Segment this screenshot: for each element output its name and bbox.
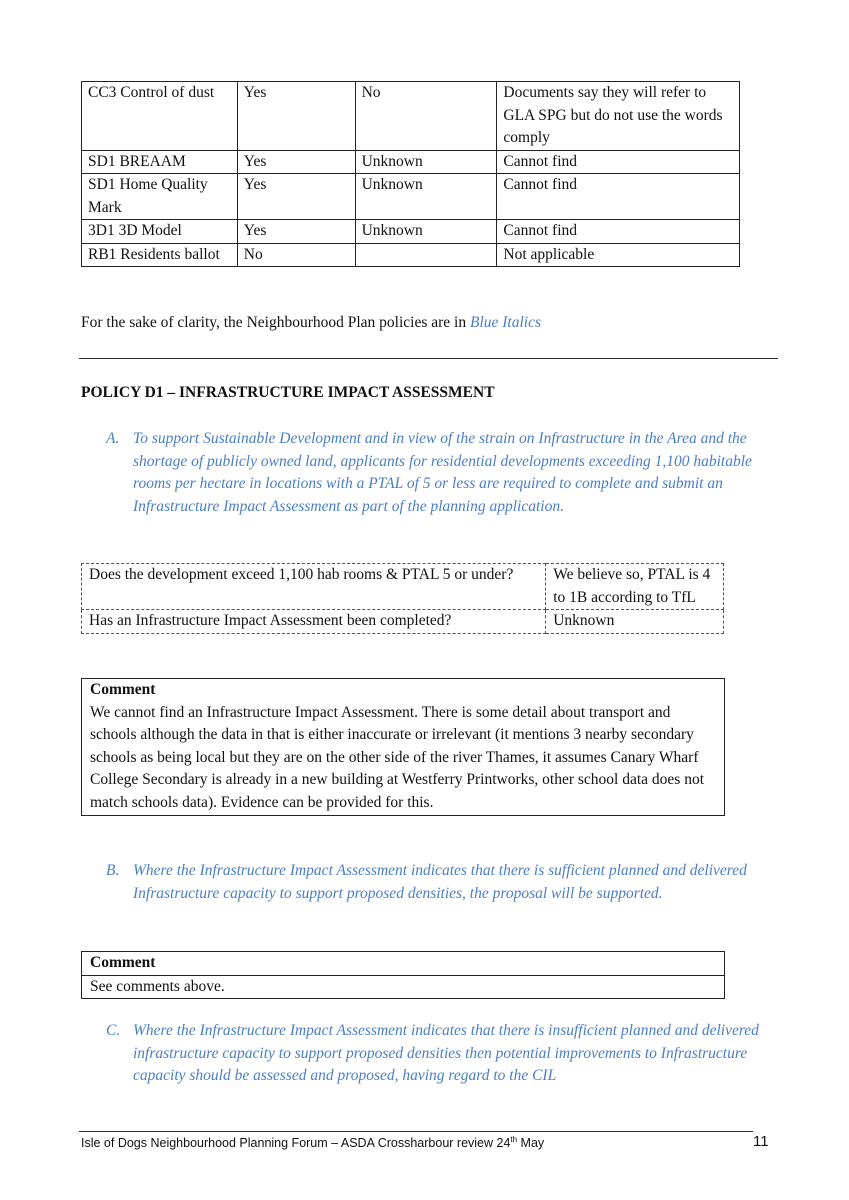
table-cell: Has an Infrastructure Impact Assessment been completed? — [82, 610, 546, 634]
table-cell: Cannot find — [497, 174, 740, 220]
clarity-text: For the sake of clarity, the Neighbourhood Plan policies are in — [81, 314, 470, 331]
table-cell: Unknown — [355, 174, 497, 220]
policy-item-a — [106, 428, 776, 543]
table-row — [82, 564, 724, 610]
policy-item-label: B. — [106, 862, 120, 879]
footer-text: Isle of Dogs Neighbourhood Planning Forum – ASDA Crossharbour review 24 — [81, 1136, 511, 1151]
table-row — [82, 220, 740, 244]
table-cell: Cannot find — [497, 220, 740, 244]
table-cell: 3D1 3D Model — [82, 220, 238, 244]
table-cell: Unknown — [355, 150, 497, 174]
table-cell: Unknown — [546, 610, 724, 634]
page-number: 11 — [753, 1133, 769, 1150]
footer-divider — [79, 1131, 753, 1132]
table-row — [82, 82, 740, 151]
policy-item-text: Where the Infrastructure Impact Assessment indicates that there is insufficient planned and delivered infrastructure capacity to support proposed densities then potential improvements to Infrastructure capacity should be assessed and proposed, having regard to the CIL — [133, 1022, 759, 1084]
policy-item-c — [106, 1020, 776, 1090]
policy-item-label: C. — [106, 1022, 121, 1039]
table-cell: Does the development exceed 1,100 hab rooms & PTAL 5 or under? — [82, 564, 546, 610]
table-cell: SD1 BREAAM — [82, 150, 238, 174]
table-cell: Yes — [237, 174, 355, 220]
table-row — [82, 243, 740, 267]
table-cell — [355, 243, 497, 267]
table-cell: We believe so, PTAL is 4 to 1B according to TfL — [546, 564, 724, 610]
comment-text: We cannot find an Infrastructure Impact Assessment. There is some detail about transport and schools although the data in that is either inaccurate or irrelevant (it mentions 3 nearby secondary schools as being local but they are on the other side of the river Thames, it assumes Canary Wharf College Secondary is already in a new building at Westferry Printworks, other school data does not match schools data). Evidence can be provided for this. — [90, 703, 705, 811]
table-row — [82, 174, 740, 220]
page-footer — [81, 1135, 781, 1150]
comment-heading: Comment — [90, 681, 156, 698]
table-cell: Yes — [237, 220, 355, 244]
clarity-note — [81, 312, 781, 335]
table-cell: SD1 Home Quality Mark — [82, 174, 238, 220]
policy-item-b — [106, 860, 776, 930]
policy-item-label: A. — [106, 430, 120, 447]
comment-box — [81, 678, 725, 816]
table-cell: RB1 Residents ballot — [82, 243, 238, 267]
table-cell: CC3 Control of dust — [82, 82, 238, 151]
footer-text-month: May — [517, 1136, 545, 1151]
comment-box — [81, 951, 725, 999]
table-cell: Yes — [237, 82, 355, 151]
comment-text: See comments above. — [82, 975, 724, 999]
table-cell: Cannot find — [497, 150, 740, 174]
table-cell: Unknown — [355, 220, 497, 244]
policy-item-text: To support Sustainable Development and in view of the strain on Infrastructure in the Area and the shortage of publicly owned land, applicants for residential developments exceeding 1,100 habitable rooms per hectare in locations with a PTAL of 5 or less are required to complete and submit an Infrastructure Impact Assessment as part of the planning application. — [133, 430, 752, 515]
policy-item-text: Where the Infrastructure Impact Assessment indicates that there is sufficient planned and delivered Infrastructure capacity to support proposed densities, the proposal will be supported. — [133, 862, 747, 902]
table-cell: No — [237, 243, 355, 267]
assessment-table — [81, 563, 724, 634]
table-cell: Not applicable — [497, 243, 740, 267]
section-divider — [79, 358, 778, 359]
table-cell: Documents say they will refer to GLA SPG but do not use the words comply — [497, 82, 740, 151]
clarity-blue-italics: Blue Italics — [469, 314, 542, 331]
table-row — [82, 150, 740, 174]
table-row — [82, 610, 724, 634]
table-cell: No — [355, 82, 497, 151]
policy-heading: POLICY D1 – INFRASTRUCTURE IMPACT ASSESSMENT — [81, 384, 495, 401]
footer-superscript: th — [510, 1135, 518, 1144]
table-cell: Yes — [237, 150, 355, 174]
comment-heading: Comment — [90, 954, 156, 971]
compliance-table — [81, 81, 740, 267]
